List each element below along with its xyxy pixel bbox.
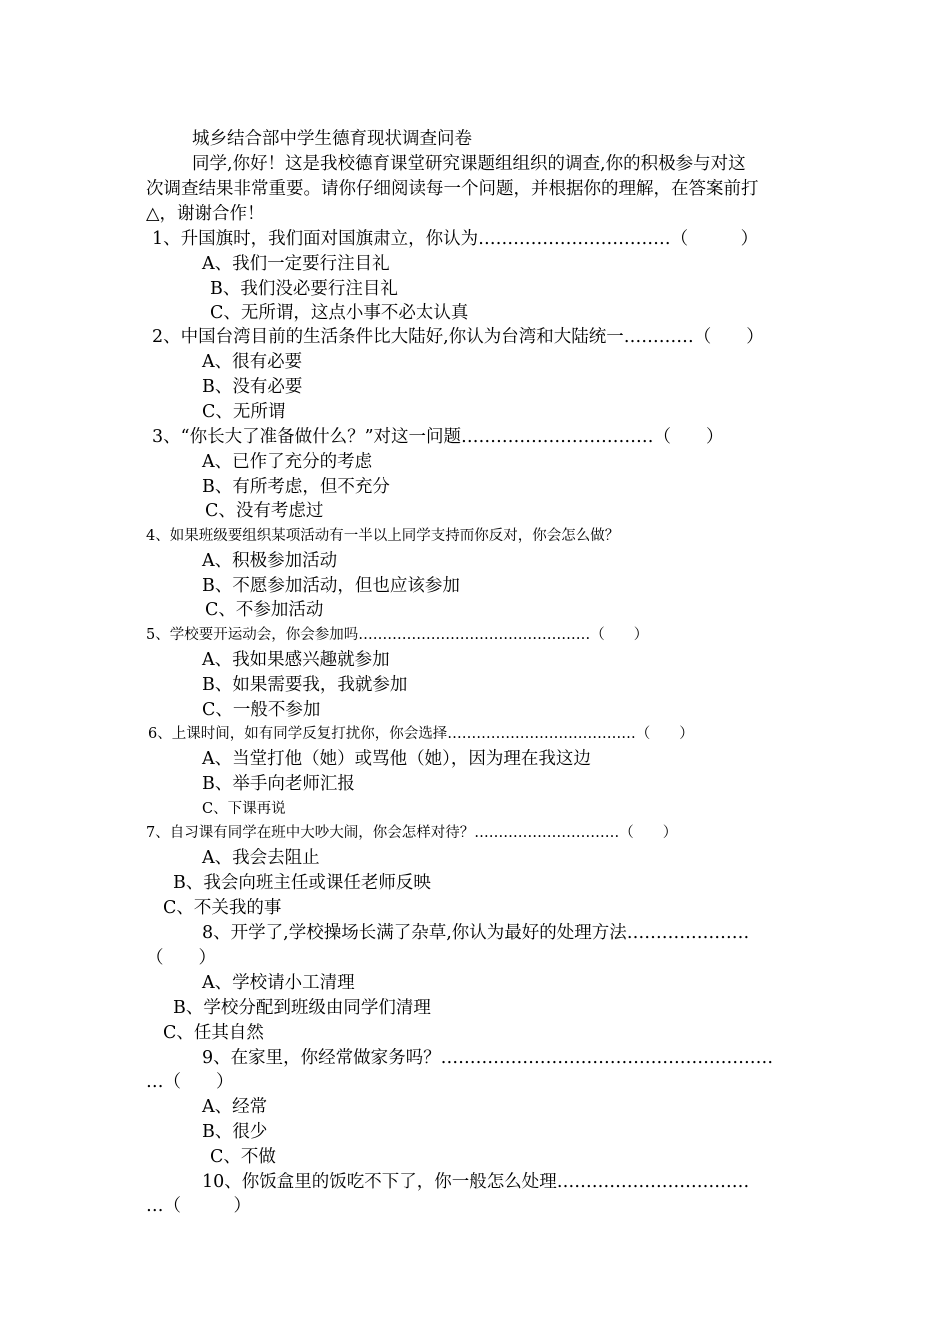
q9-option-b: B、很少: [202, 1122, 268, 1142]
q9-option-c: C、不做: [210, 1147, 276, 1167]
q1-option-b: B、我们没必要行注目礼: [210, 279, 398, 299]
q5-option-c: C、一般不参加: [202, 700, 321, 720]
question-8-cont: （ ）: [146, 948, 216, 968]
q1-option-c: C、无所谓，这点小事不必太认真: [210, 303, 469, 323]
question-9: 9、在家里，你经常做家务吗？…………………………………………………: [202, 1048, 774, 1068]
intro-line-3: △，谢谢合作！: [146, 204, 265, 224]
q3-option-b: B、有所考虑，但不充分: [202, 477, 390, 497]
q2-option-c: C、无所谓: [202, 402, 286, 422]
question-6: 6、上课时间，如有同学反复打扰你，你会选择…………………………………（ ）: [148, 726, 694, 742]
question-3: 3、“你长大了准备做什么？”对这一问题……………………………（ ）: [152, 427, 724, 447]
q6-option-c: C、下课再说: [202, 801, 286, 817]
q9-option-a: A、经常: [202, 1097, 268, 1117]
q8-option-c: C、任其自然: [163, 1023, 264, 1043]
q8-option-b: B、学校分配到班级由同学们清理: [173, 998, 431, 1018]
question-2: 2、中国台湾目前的生活条件比大陆好,你认为台湾和大陆统一…………（ ）: [152, 327, 764, 347]
question-1: 1、升国旗时，我们面对国旗肃立，你认为……………………………（ ）: [152, 229, 759, 249]
q4-option-a: A、积极参加活动: [202, 551, 338, 571]
q6-option-b: B、举手向老师汇报: [202, 774, 355, 794]
question-9-cont: …（ ）: [146, 1072, 234, 1092]
q5-option-b: B、如果需要我，我就参加: [202, 675, 408, 695]
q2-option-a: A、很有必要: [202, 352, 303, 372]
intro-line-1: 同学,你好！这是我校德育课堂研究课题组组织的调查,你的积极参与对这: [192, 154, 746, 174]
q7-option-c: C、不关我的事: [163, 898, 282, 918]
q8-option-a: A、学校请小工清理: [202, 973, 355, 993]
intro-line-2: 次调查结果非常重要。请你仔细阅读每一个问题，并根据你的理解，在答案前打: [146, 179, 759, 199]
q6-option-a: A、当堂打他（她）或骂他（她），因为理在我这边: [202, 749, 591, 769]
q3-option-a: A、已作了充分的考虑: [202, 452, 373, 472]
q4-option-b: B、不愿参加活动，但也应该参加: [202, 576, 460, 596]
q4-option-c: C、不参加活动: [205, 600, 324, 620]
question-8: 8、开学了,学校操场长满了杂草,你认为最好的处理方法…………………: [202, 923, 750, 943]
page-title: 城乡结合部中学生德育现状调查问卷: [192, 129, 472, 149]
q7-option-a: A、我会去阻止: [202, 848, 320, 868]
q7-option-b: B、我会向班主任或课任老师反映: [173, 873, 431, 893]
q2-option-b: B、没有必要: [202, 377, 303, 397]
question-10-cont: …（ ）: [146, 1196, 251, 1216]
question-10: 10、你饭盒里的饭吃不下了，你一般怎么处理……………………………: [202, 1172, 750, 1192]
q3-option-c: C、没有考虑过: [205, 501, 324, 521]
question-7: 7、自习课有同学在班中大吵大闹，你会怎样对待？…………………………（ ）: [146, 825, 678, 841]
question-4: 4、如果班级要组织某项活动有一半以上同学支持而你反对，你会怎么做？: [146, 528, 620, 544]
q1-option-a: A、我们一定要行注目礼: [202, 254, 390, 274]
q5-option-a: A、我如果感兴趣就参加: [202, 650, 390, 670]
question-5: 5、学校要开运动会，你会参加吗…………………………………………（ ）: [146, 627, 649, 643]
